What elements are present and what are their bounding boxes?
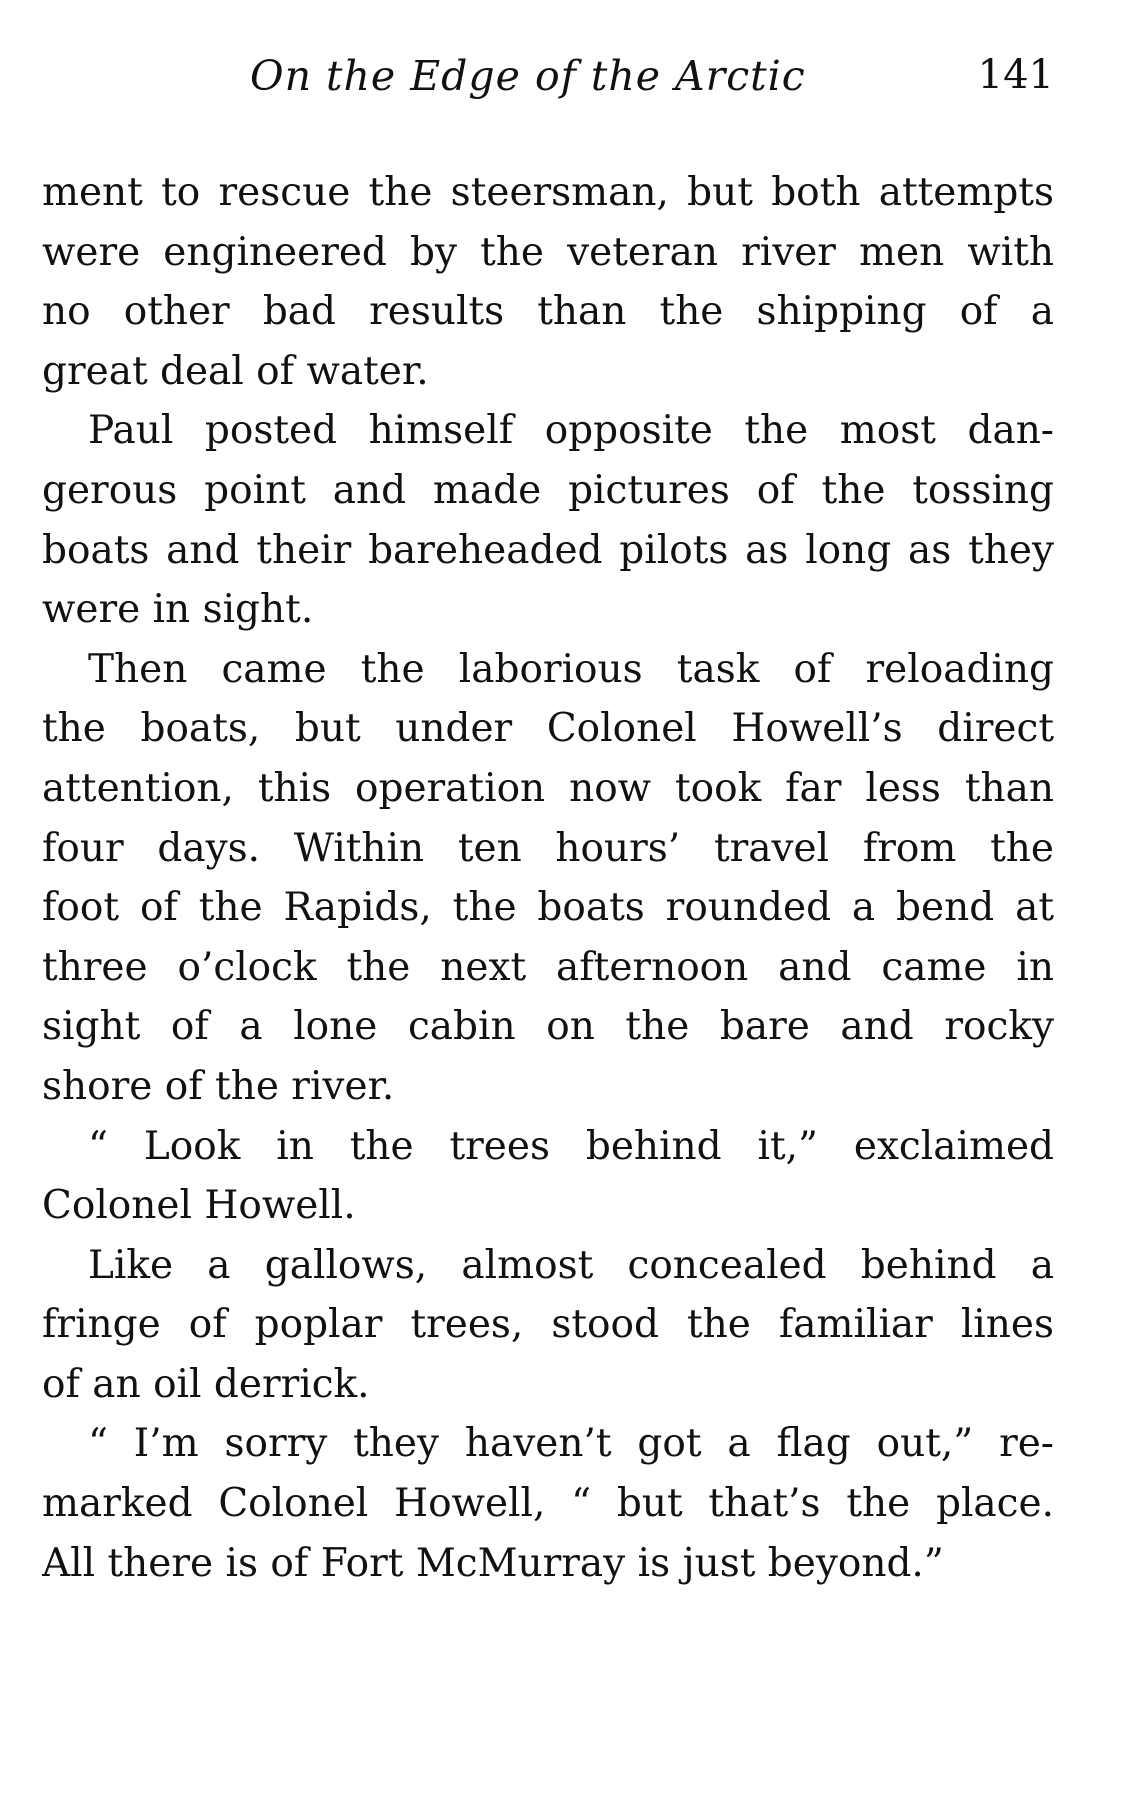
- text-line: great deal of water.: [42, 348, 429, 394]
- body-text: [42, 163, 1054, 1593]
- paragraph: [42, 401, 1054, 639]
- paragraph: [42, 1236, 1054, 1415]
- text-line: fringe of poplar trees, stood the familiar lines: [42, 1302, 1054, 1348]
- text-line: Colonel Howell.: [42, 1183, 356, 1229]
- text-line: shore of the river.: [42, 1063, 395, 1109]
- paragraph: [42, 1117, 1054, 1236]
- running-title: On the Edge of the Arctic: [250, 52, 806, 100]
- text-line: Then came the laborious task of reloading: [88, 646, 1054, 692]
- text-line: were in sight.: [42, 587, 314, 633]
- running-head: [42, 52, 1054, 112]
- paragraph: [42, 163, 1054, 401]
- text-line: sight of a lone cabin on the bare and rocky: [42, 1004, 1054, 1050]
- text-line: attention, this operation now took far less than: [42, 765, 1054, 811]
- text-line: boats and their bareheaded pilots as long as they: [42, 527, 1054, 573]
- text-line: All there is of Fort McMurray is just beyond.”: [42, 1540, 944, 1586]
- text-line: the boats, but under Colonel Howell’s direct: [42, 706, 1054, 752]
- text-line: of an oil derrick.: [42, 1361, 370, 1407]
- text-line: Paul posted himself opposite the most dan-: [88, 408, 1054, 454]
- text-line: three o’clock the next afternoon and came in: [42, 944, 1054, 990]
- text-line: four days. Within ten hours’ travel from the: [42, 825, 1054, 871]
- text-line: were engineered by the veteran river men with: [42, 229, 1054, 275]
- paragraph: [42, 1414, 1054, 1593]
- text-line: gerous point and made pictures of the tossing: [42, 467, 1054, 513]
- text-line: “ Look in the trees behind it,” exclaimed: [88, 1123, 1054, 1169]
- text-line: ment to rescue the steersman, but both attempts: [42, 170, 1054, 215]
- text-line: marked Colonel Howell, “ but that’s the place.: [42, 1481, 1054, 1527]
- page-number: 141: [977, 52, 1054, 98]
- text-line: no other bad results than the shipping of a: [42, 289, 1054, 335]
- text-line: foot of the Rapids, the boats rounded a bend at: [42, 885, 1054, 931]
- paragraph: [42, 640, 1054, 1117]
- text-line: Like a gallows, almost concealed behind a: [88, 1242, 1054, 1288]
- text-line: “ I’m sorry they haven’t got a flag out,” re-: [88, 1421, 1054, 1467]
